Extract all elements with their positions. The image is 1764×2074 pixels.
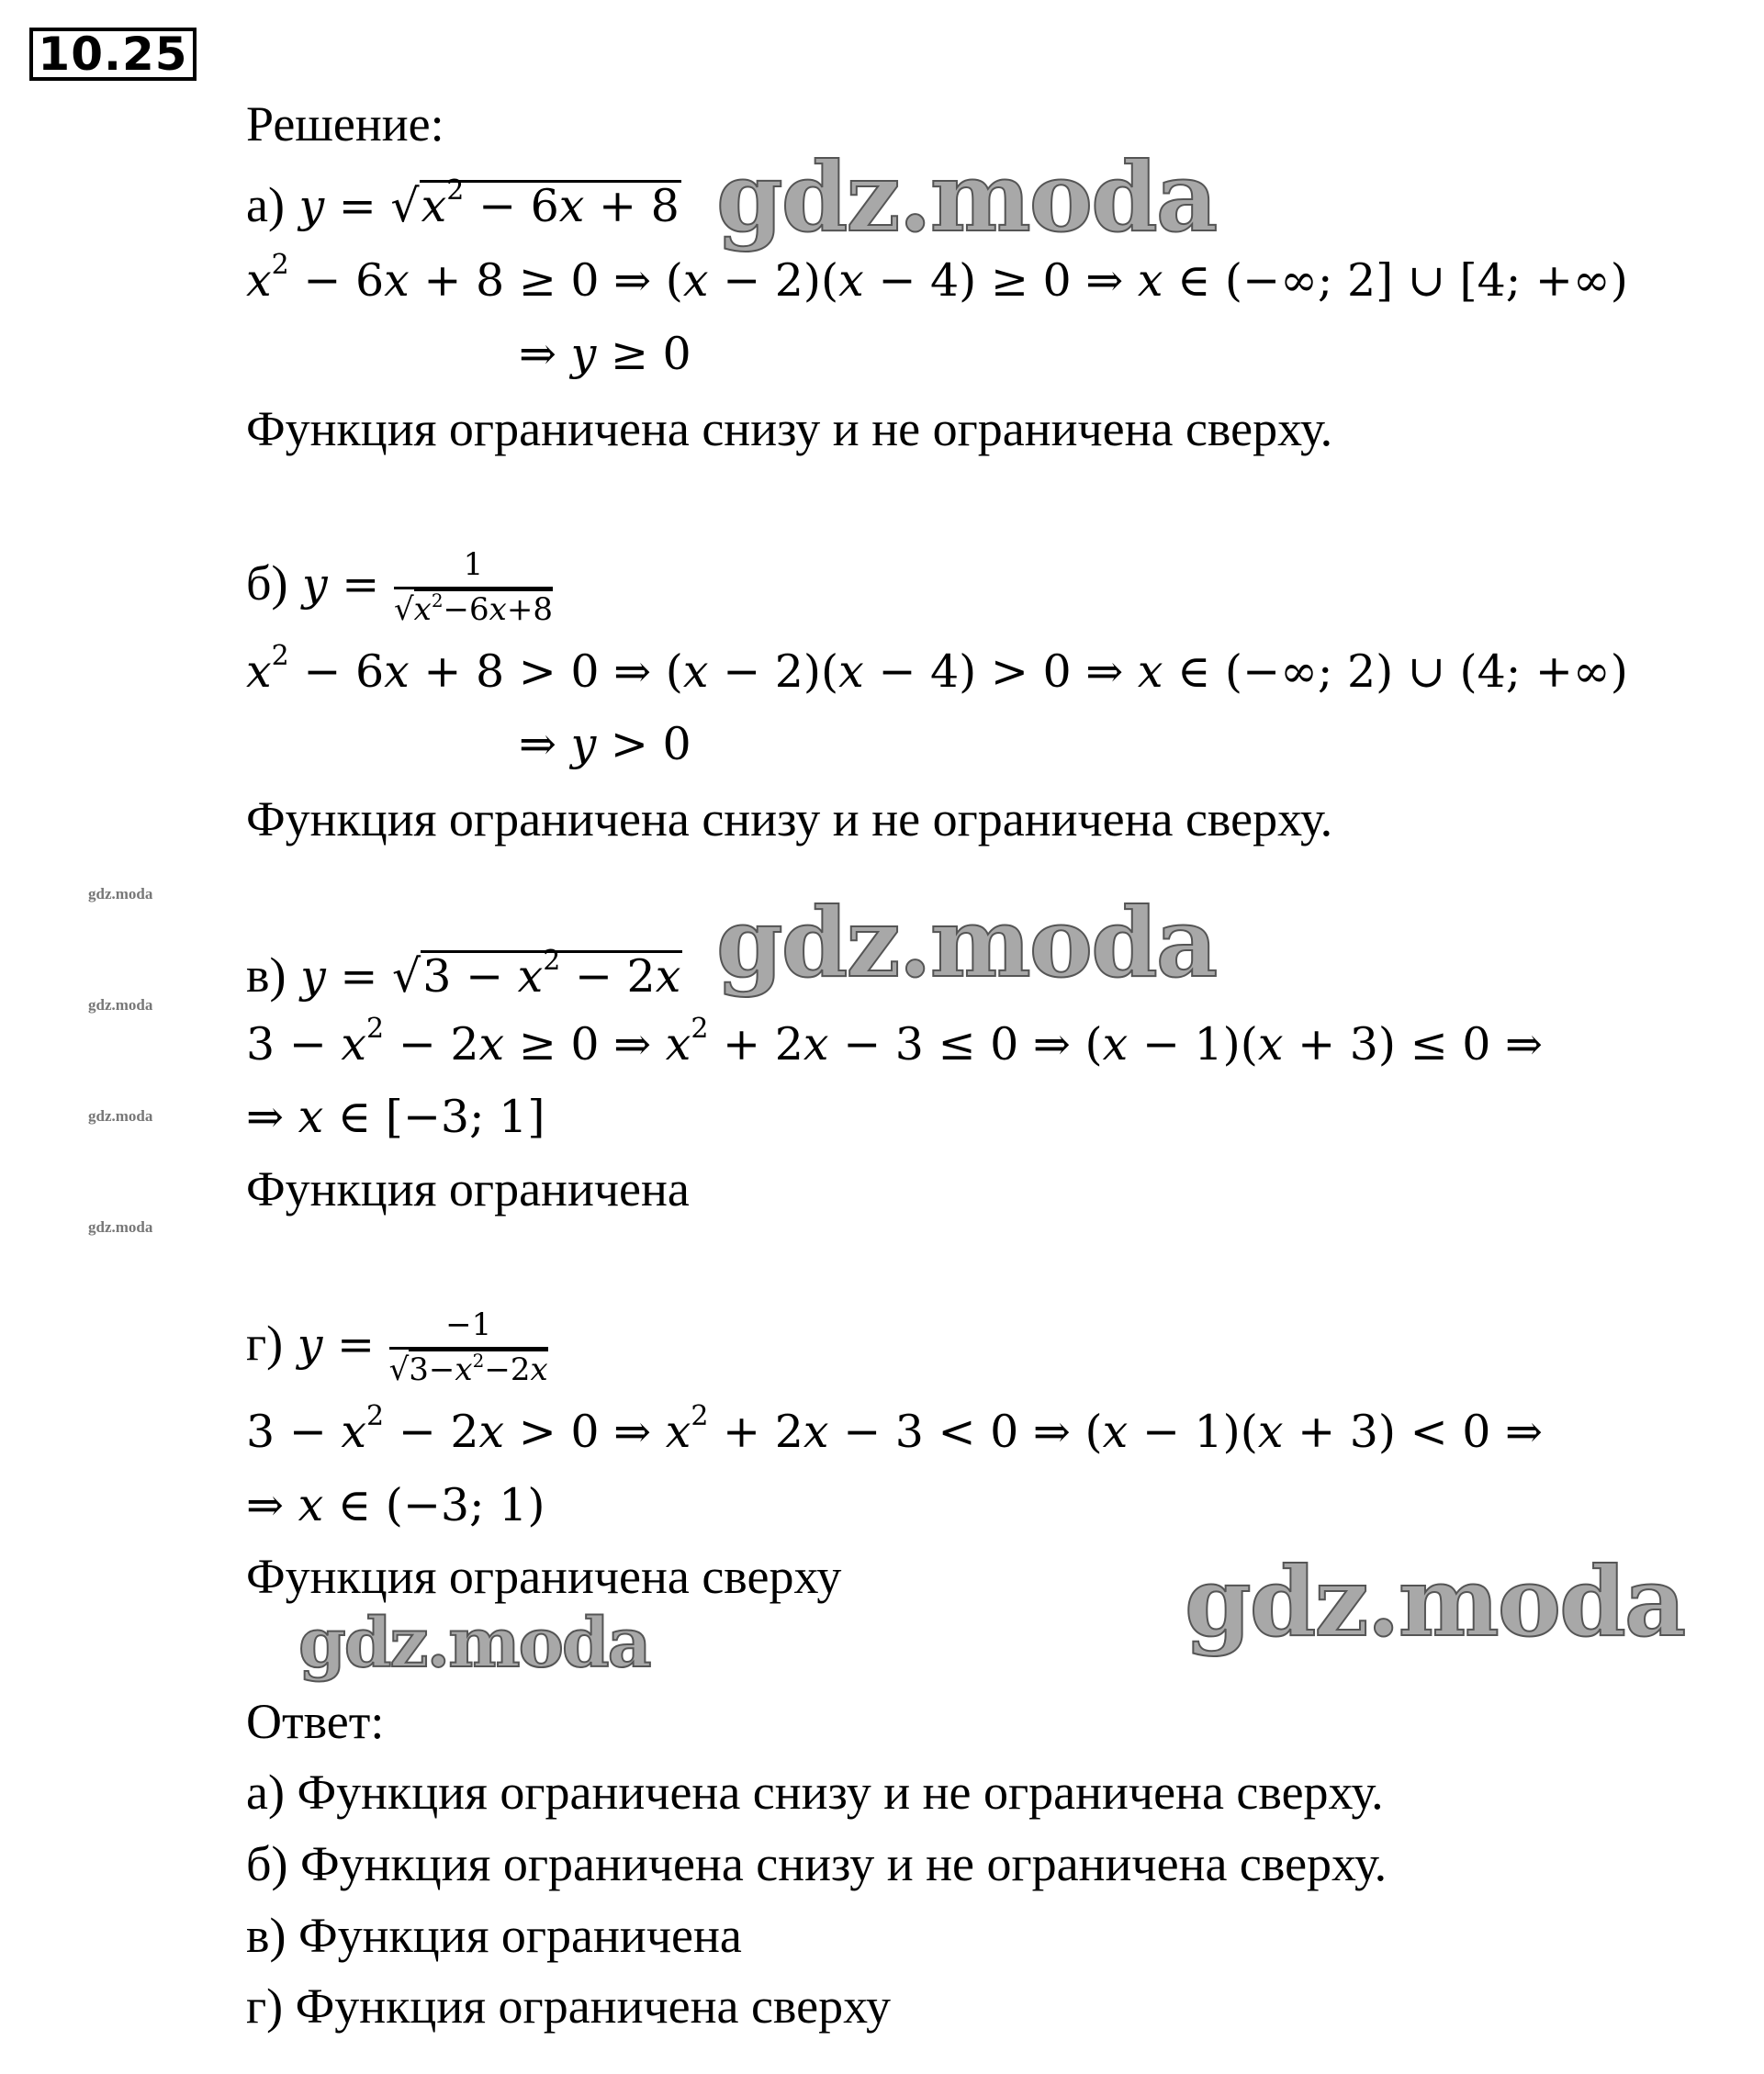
part-a-conclusion: Функция ограничена снизу и не ограничена сверху. bbox=[246, 401, 1333, 456]
watermark-small: gdz.moda bbox=[88, 885, 153, 902]
watermark-small: gdz.moda bbox=[88, 1107, 153, 1125]
part-b-derivation-2: ⇒ y > 0 bbox=[519, 718, 691, 770]
part-b-derivation-1: $x^2 - 6x + 8 > 0$ ⇒ (x − 2)(x − 4) > 0 ⇒ x ∈ (−∞; 2) ∪ (4; +∞) bbox=[246, 640, 1628, 698]
answer-a: а) Функция ограничена снизу и не ограничена сверху. bbox=[246, 1765, 1384, 1820]
part-b-function: б) y = $\frac{1}{√x^2-6x+8}$ bbox=[246, 546, 553, 628]
part-d-conclusion: Функция ограничена сверху bbox=[246, 1549, 842, 1604]
answer-label: Ответ: bbox=[246, 1694, 385, 1749]
part-d-derivation-2: ⇒ x ∈ (−3; 1) bbox=[246, 1479, 545, 1531]
watermark: gdz.moda bbox=[716, 886, 1217, 999]
part-c-function: в) $y = √3 - x^2 - 2x$ bbox=[246, 945, 681, 1003]
watermark: gdz.moda bbox=[1185, 1545, 1685, 1658]
watermark: gdz.moda bbox=[298, 1604, 650, 1683]
part-d-derivation-1: $3 - x^2 - 2x > 0$ ⇒ $x^2 + 2x - 3 < 0$ ⇒ (x − 1)(x + 3) < 0 ⇒ bbox=[246, 1400, 1544, 1458]
fraction: $\frac{-1}{√3-x^2-2x}$ bbox=[388, 1306, 548, 1388]
part-label: в) bbox=[246, 947, 287, 1003]
part-a-derivation-1: $x^2 - 6x + 8 \ge 0$ ⇒ (x − 2)(x − 4) ≥ 0 ⇒ x ∈ (−∞; 2] ∪ [4; +∞) bbox=[246, 249, 1628, 307]
watermark-small: gdz.moda bbox=[88, 1218, 153, 1236]
part-label: а) bbox=[246, 177, 285, 232]
part-label: б) bbox=[246, 555, 288, 611]
part-a-function: а) $y = √x^2 - 6x + 8$ bbox=[246, 174, 680, 232]
answer-d: г) Функция ограничена сверху bbox=[246, 1979, 892, 2034]
part-d-function: г) y = $\frac{-1}{√3-x^2-2x}$ bbox=[246, 1306, 548, 1388]
part-label: г) bbox=[246, 1316, 284, 1371]
fraction: $\frac{1}{√x^2-6x+8}$ bbox=[393, 546, 553, 628]
answer-b: б) Функция ограничена снизу и не ограничена сверху. bbox=[246, 1836, 1388, 1891]
solution-label: Решение: bbox=[246, 96, 444, 151]
watermark: gdz.moda bbox=[716, 140, 1217, 253]
problem-number: 10.25 bbox=[29, 28, 197, 81]
part-c-derivation-2: ⇒ x ∈ [−3; 1] bbox=[246, 1091, 545, 1143]
answer-c: в) Функция ограничена bbox=[246, 1908, 742, 1963]
part-b-conclusion: Функция ограничена снизу и не ограничена сверху. bbox=[246, 791, 1333, 846]
part-c-conclusion: Функция ограничена bbox=[246, 1161, 690, 1216]
part-a-derivation-2: ⇒ y ≥ 0 bbox=[519, 328, 691, 380]
part-c-derivation-1: $3 - x^2 - 2x \ge 0$ ⇒ $x^2 + 2x - 3 \le 0$ ⇒ (x − 1)(x + 3) ≤ 0 ⇒ bbox=[246, 1013, 1544, 1071]
watermark-small: gdz.moda bbox=[88, 996, 153, 1014]
